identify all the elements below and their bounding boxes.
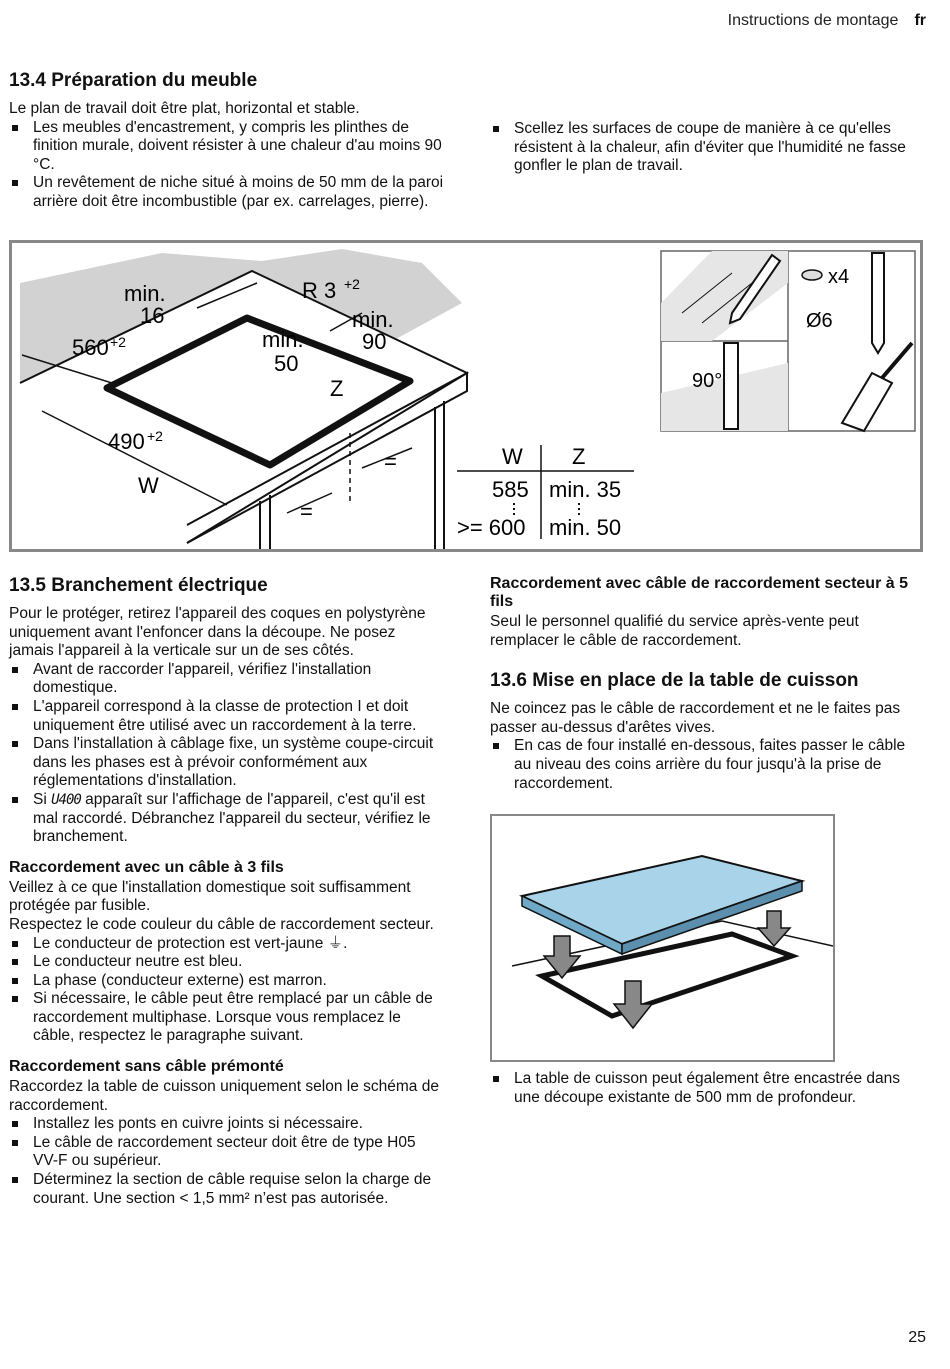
section-13-6-after bbox=[490, 1070, 918, 1107]
quantity-label: x4 bbox=[828, 266, 850, 288]
paragraph: Raccordez la table de cuisson uniquement selon le schéma de raccordement. bbox=[9, 1078, 439, 1114]
bullet-list bbox=[490, 737, 918, 793]
section-13-4-left bbox=[9, 70, 449, 212]
z-label: Z bbox=[330, 376, 344, 401]
bullet-list bbox=[490, 120, 915, 176]
table-head-w: W bbox=[502, 444, 523, 469]
equal-label: = bbox=[300, 499, 313, 524]
section-right-lower bbox=[490, 575, 918, 793]
section-intro: Le plan de travail doit être plat, horizontal et stable. bbox=[9, 100, 360, 117]
dowel-icon bbox=[802, 270, 822, 280]
bullet-list bbox=[490, 1070, 918, 1107]
list-item: Les meubles d'encastrement, y compris les plinthes de finition murale, doivent résister à une chaleur d'au moins 90 °C. bbox=[9, 119, 449, 175]
u400-post: apparaît sur l'affichage de l'appareil, c'est qu'il est mal raccordé. Débranchez l'appareil du secteur, vérifiez le branchement. bbox=[33, 790, 431, 846]
paragraph: Respectez le code couleur du câble de raccordement secteur. bbox=[9, 915, 434, 933]
hob-figure bbox=[490, 814, 835, 1062]
subsection-title: Raccordement avec câble de raccordement secteur à 5 fils bbox=[490, 575, 908, 610]
tools-panel bbox=[661, 251, 915, 431]
table-row2-z: min. 50 bbox=[549, 515, 622, 540]
list-item: La table de cuisson peut également être encastrée dans une découpe existante de 500 mm de profondeur. bbox=[490, 1070, 918, 1107]
table-row2-w: >= 600 bbox=[457, 515, 526, 540]
paragraph: Seul le personnel qualifié du service après-vente peut remplacer le câble de raccordement. bbox=[490, 613, 859, 649]
subsection-title: Raccordement sans câble prémonté bbox=[9, 1058, 284, 1076]
cutout-figure bbox=[9, 240, 923, 552]
list-item: Avant de raccorder l'appareil, vérifiez l'installation domestique. bbox=[9, 661, 441, 698]
list-item: Le conducteur neutre est bleu. bbox=[9, 953, 441, 972]
list-item: En cas de four installé en-dessous, faites passer le câble au niveau des coins arrière du four jusqu'à la prise de raccordement. bbox=[490, 737, 918, 793]
table-head-z: Z bbox=[572, 444, 586, 469]
language-code: fr bbox=[914, 12, 926, 29]
radius-label: R 3 bbox=[302, 278, 337, 303]
w-label: W bbox=[138, 473, 159, 498]
list-item: La phase (conducteur externe) est marron. bbox=[9, 972, 441, 991]
radius-sup: +2 bbox=[344, 276, 360, 292]
bullet-list bbox=[9, 1115, 441, 1208]
dim-min16-label: min. bbox=[124, 281, 166, 306]
page-header bbox=[728, 12, 926, 30]
angle-label: 90° bbox=[692, 370, 723, 392]
saw-icon bbox=[724, 343, 738, 429]
bullet-list bbox=[9, 119, 449, 212]
subsection-title: Raccordement avec un câble à 3 fils bbox=[9, 858, 284, 876]
arrow-down-icon bbox=[758, 911, 790, 946]
section-title: 13.5 Branchement électrique bbox=[9, 575, 268, 596]
equal-label: = bbox=[384, 449, 397, 474]
cutout-opening bbox=[542, 934, 792, 1016]
dim-490-label: 490 bbox=[108, 429, 145, 454]
section-title: 13.6 Mise en place de la table de cuisson bbox=[490, 670, 859, 692]
bullet-list bbox=[9, 661, 441, 847]
list-item: Si nécessaire, le câble peut être remplacé par un câble de raccordement multiphase. Lorsque vous remplacez le câble, respectez le paragraphe suivant. bbox=[9, 990, 441, 1046]
list-item: Un revêtement de niche situé à moins de 50 mm de la paroi arrière doit être incombustible (par ex. carrelages, pierre). bbox=[9, 174, 449, 211]
list-item: L'appareil correspond à la classe de protection I et doit uniquement être utilisé avec un raccordement à la terre. bbox=[9, 698, 441, 735]
dim-min90-label: min. bbox=[352, 307, 394, 332]
list-item: Le câble de raccordement secteur doit être de type H05 VV-F ou supérieur. bbox=[9, 1134, 441, 1171]
list-item bbox=[9, 791, 441, 847]
bullet-list bbox=[9, 935, 441, 1047]
drill-bit-icon bbox=[872, 253, 884, 353]
dim-min50-value: 50 bbox=[274, 351, 299, 376]
section-13-4-right bbox=[490, 120, 915, 176]
list-item: Dans l'installation à câblage fixe, un système coupe-circuit dans les phases est à prévoir conformément aux réglementations d'installation. bbox=[9, 735, 441, 791]
page-number: 25 bbox=[908, 1329, 926, 1346]
hob-diagram bbox=[492, 816, 833, 1060]
list-item: Scellez les surfaces de coupe de manière à ce qu'elles résistent à la chaleur, afin d'éviter que l'humidité ne fasse gonfler le plan de travail. bbox=[490, 120, 915, 176]
section-title: 13.4 Préparation du meuble bbox=[9, 70, 258, 91]
u400-pre: Si bbox=[33, 790, 47, 808]
paragraph: Veillez à ce que l'installation domestique soit suffisamment protégée par fusible. bbox=[9, 878, 411, 915]
cutout-diagram bbox=[12, 243, 920, 549]
dim-560-sup: +2 bbox=[110, 334, 126, 350]
error-code: U400 bbox=[51, 791, 81, 808]
diameter-label: Ø6 bbox=[806, 310, 833, 332]
section-intro: Pour le protéger, retirez l'appareil des coques en polystyrène uniquement avant l'enfoncer dans la découpe. Ne posez jamais l'appareil à la verticale sur un de ses côtés. bbox=[9, 605, 426, 660]
dim-min50-label: min. bbox=[262, 327, 304, 352]
dim-min16-value: 16 bbox=[140, 303, 165, 328]
dim-min90-value: 90 bbox=[362, 329, 387, 354]
table-row1-w: 585 bbox=[492, 477, 529, 502]
dim-490-sup: +2 bbox=[147, 428, 163, 444]
header-title: Instructions de montage bbox=[727, 12, 899, 29]
section-13-5 bbox=[9, 575, 441, 1208]
list-item: Déterminez la section de câble requise selon la charge de courant. Une section < 1,5 mm² n’est pas autorisée. bbox=[9, 1171, 441, 1208]
list-item: Le conducteur de protection est vert-jaune ⏚. bbox=[9, 935, 441, 954]
section-intro: Ne coincez pas le câble de raccordement et ne le faites pas passer au-dessus d'arêtes vives. bbox=[490, 700, 901, 736]
table-row1-z: min. 35 bbox=[549, 477, 622, 502]
dim-560-label: 560 bbox=[72, 335, 109, 360]
list-item: Installez les ponts en cuivre joints si nécessaire. bbox=[9, 1115, 441, 1134]
